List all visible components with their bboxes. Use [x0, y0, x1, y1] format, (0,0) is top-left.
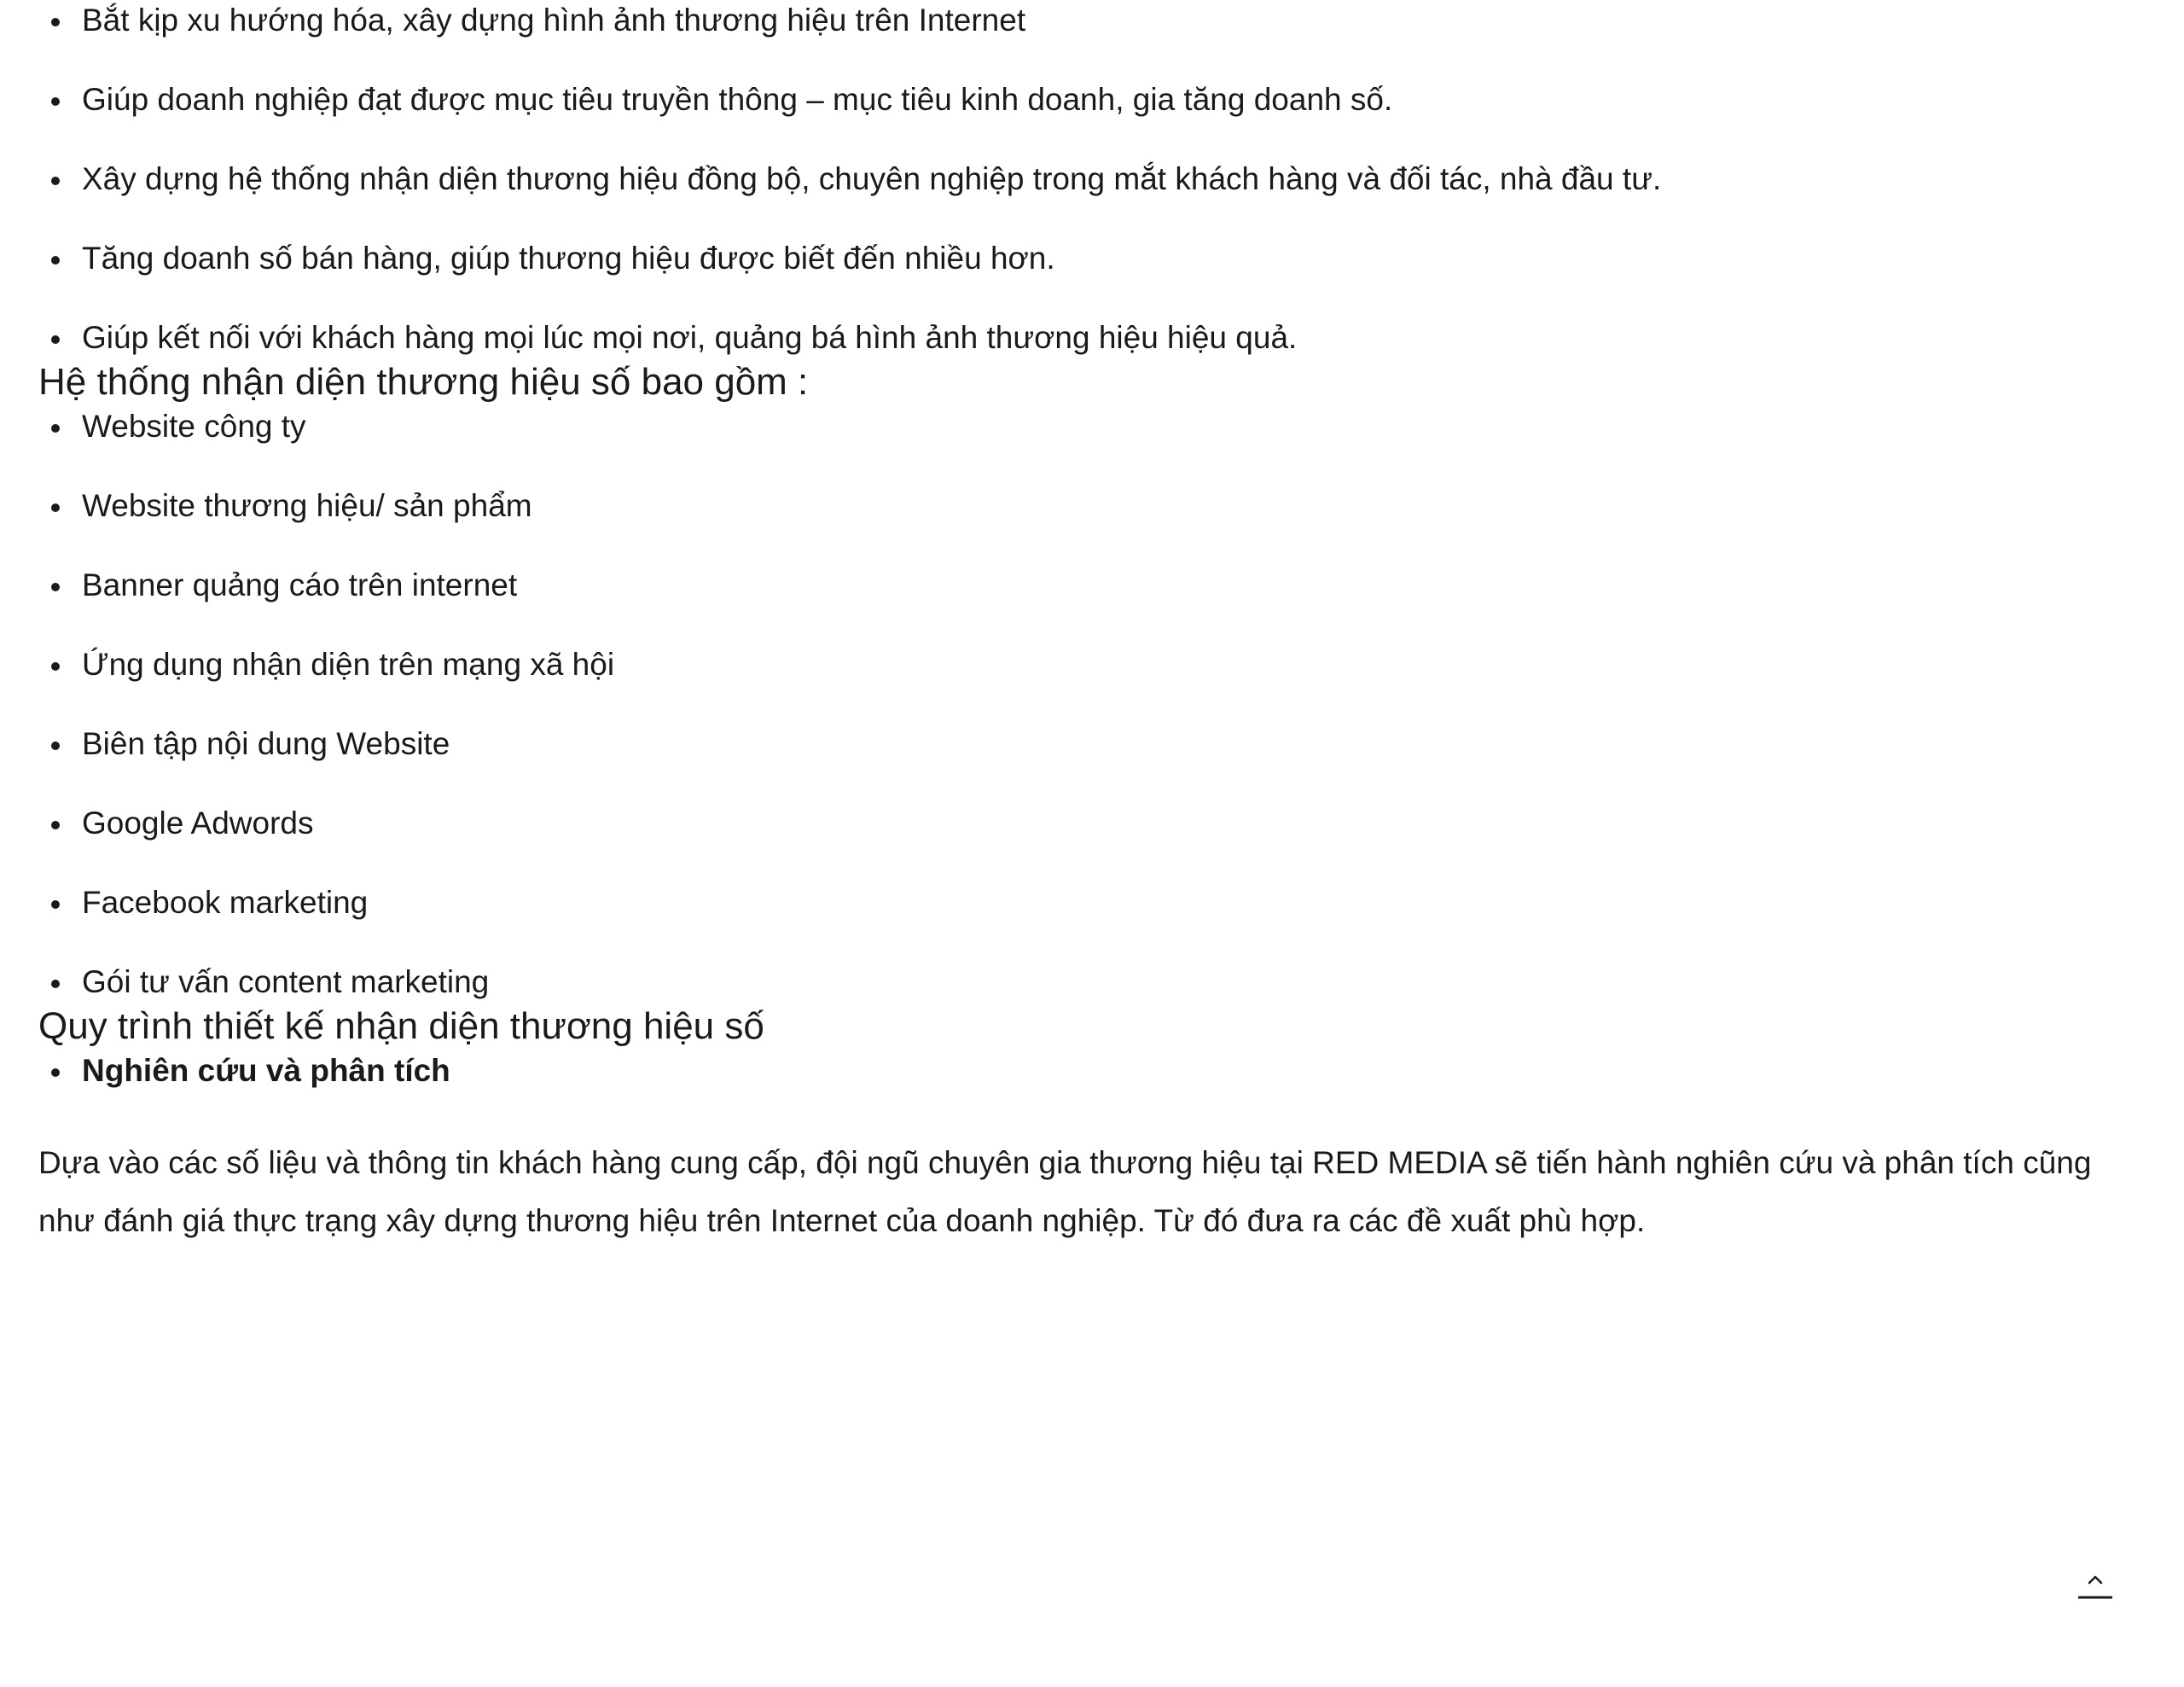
- list-item: Nghiên cứu và phân tích: [38, 1050, 2146, 1091]
- list-item: Google Adwords: [38, 803, 2146, 844]
- article-content: [38, 0, 2146, 1250]
- list-item: Biên tập nội dung Website: [38, 724, 2146, 765]
- back-to-top-button[interactable]: [2078, 1568, 2112, 1601]
- process-description: Dựa vào các số liệu và thông tin khách hàng cung cấp, đội ngũ chuyên gia thương hiệu tại RED MEDIA sẽ tiến hành nghiên cứu và phân tích cũng như đánh giá thực trạng xây dựng thương hiệu trên Internet của doanh nghiệp. Từ đó đưa ra các đề xuất phù hợp.: [38, 1145, 2092, 1238]
- list-item: Gói tư vấn content marketing: [38, 962, 2146, 1003]
- digital-identity-list: [38, 406, 2146, 1003]
- section-heading-design-process: Quy trình thiết kế nhận diện thương hiệu số: [38, 1005, 764, 1047]
- list-item: Giúp kết nối với khách hàng mọi lúc mọi nơi, quảng bá hình ảnh thương hiệu hiệu quả.: [38, 317, 2146, 358]
- list-item: Xây dựng hệ thống nhận diện thương hiệu đồng bộ, chuyên nghiệp trong mắt khách hàng và đối tác, nhà đầu tư.: [38, 159, 2146, 200]
- chevron-up-icon: [2078, 1568, 2112, 1601]
- list-item: Tăng doanh số bán hàng, giúp thương hiệu được biết đến nhiều hơn.: [38, 238, 2146, 279]
- list-item: Ứng dụng nhận diện trên mạng xã hội: [38, 644, 2146, 685]
- list-item: Website thương hiệu/ sản phẩm: [38, 486, 2146, 526]
- list-item: Website công ty: [38, 406, 2146, 447]
- list-item: Giúp doanh nghiệp đạt được mục tiêu truyền thông – mục tiêu kinh doanh, gia tăng doanh số.: [38, 79, 2146, 120]
- section-heading-digital-identity: Hệ thống nhận diện thương hiệu số bao gồm :: [38, 361, 809, 403]
- list-item: Bắt kịp xu hướng hóa, xây dựng hình ảnh thương hiệu trên Internet: [38, 0, 2146, 41]
- process-steps-list: [38, 1050, 2146, 1091]
- benefits-list: [38, 0, 2146, 358]
- list-item: Facebook marketing: [38, 882, 2146, 923]
- list-item: Banner quảng cáo trên internet: [38, 565, 2146, 606]
